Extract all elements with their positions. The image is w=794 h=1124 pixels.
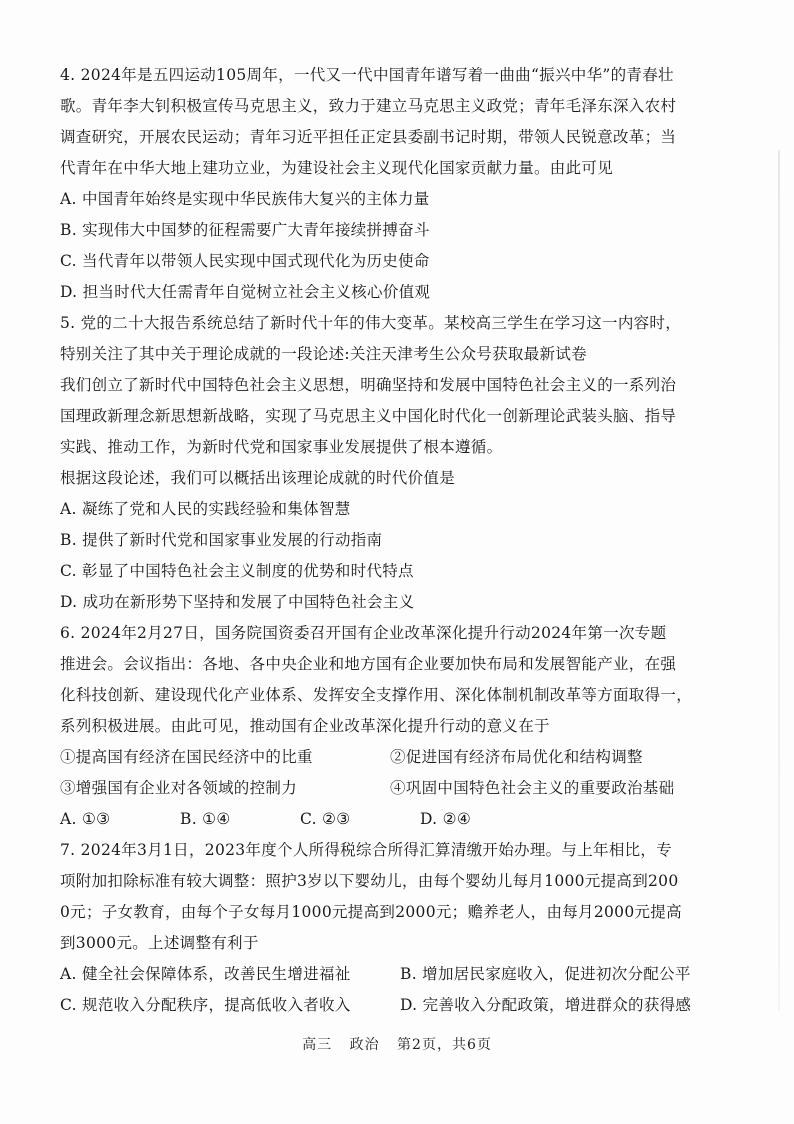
question-5-line: 5. 党的二十大报告系统总结了新时代十年的伟大变革。某校高三学生在学习这一内容时， bbox=[60, 314, 682, 332]
question-4-option-b: B. 实现伟大中国梦的征程需要广大青年接续拼搏奋斗 bbox=[60, 221, 430, 239]
question-7-option-row bbox=[60, 959, 720, 990]
question-7-option-a: A. 健全社会保障体系，改善民生增进福祉 bbox=[60, 965, 351, 983]
question-6 bbox=[60, 618, 720, 835]
question-7-line: 到3000元。上述调整有利于 bbox=[60, 934, 259, 952]
question-4-option-c: C. 当代青年以带领人民实现中国式现代化为历史使命 bbox=[60, 252, 430, 270]
question-5-line: 根据这段论述，我们可以概括出该理论成就的时代价值是 bbox=[60, 469, 456, 487]
question-6-options bbox=[60, 804, 720, 835]
question-5-option-c: C. 彰显了中国特色社会主义制度的优势和时代特点 bbox=[60, 562, 414, 580]
scan-edge-shadow bbox=[778, 150, 780, 1010]
question-6-line: 化科技创新、建设现代化产业体系、发挥安全支撑作用、深化体制机制改革等方面取得一， bbox=[60, 686, 693, 704]
footer-subject: 政治 bbox=[349, 1037, 380, 1053]
question-6-option-b: B. ①④ bbox=[180, 810, 231, 828]
footer-page-info: 第2页，共6页 bbox=[397, 1037, 492, 1053]
question-4-line: 调查研究，开展农民运动；青年习近平担任正定县委副书记时期，带领人民锐意改革；当 bbox=[60, 128, 677, 146]
question-4-line: 代青年在中华大地上建功立业，为建设社会主义现代化国家贡献力量。由此可见 bbox=[60, 159, 614, 177]
question-7-line: 7. 2024年3月1日，2023年度个人所得税综合所得汇算清缴开始办理。与上年相比，专 bbox=[60, 841, 673, 859]
question-4-line: 歌。青年李大钊积极宣传马克思主义，致力于建立马克思主义政党；青年毛泽东深入农村 bbox=[60, 97, 677, 115]
question-6-line: 6. 2024年2月27日，国务院国资委召开国有企业改革深化提升行动2024年第一次专题 bbox=[60, 624, 667, 642]
question-7 bbox=[60, 835, 720, 1021]
question-4-line: 4. 2024年是五四运动105周年，一代又一代中国青年谱写着一曲曲“振兴中华”的青春壮 bbox=[60, 66, 674, 84]
question-5-option-d: D. 成功在新形势下坚持和发展了中国特色社会主义 bbox=[60, 593, 415, 611]
question-5-quote-line: 我们创立了新时代中国特色社会主义思想，明确坚持和发展中国特色社会主义的一系列治 bbox=[60, 376, 677, 394]
question-7-option-b: B. 增加居民家庭收入，促进初次分配公平 bbox=[400, 965, 691, 983]
question-4-option-d: D. 担当时代大任需青年自觉树立社会主义核心价值观 bbox=[60, 283, 431, 301]
question-5-quote-line: 国理政新理念新思想新战略，实现了马克思主义中国化时代化一创新理论武装头脑、指导 bbox=[60, 407, 677, 425]
question-4-option-a: A. 中国青年始终是实现中华民族伟大复兴的主体力量 bbox=[60, 190, 430, 208]
question-6-statement-row bbox=[60, 773, 720, 804]
question-4 bbox=[60, 60, 720, 308]
question-6-statement-4: ④巩固中国特色社会主义的重要政治基础 bbox=[390, 779, 675, 797]
question-6-option-c: C. ②③ bbox=[300, 810, 351, 828]
page-footer bbox=[0, 1034, 794, 1054]
question-6-statement-2: ②促进国有经济布局优化和结构调整 bbox=[390, 748, 643, 766]
question-5-option-a: A. 凝练了党和人民的实践经验和集体智慧 bbox=[60, 500, 351, 518]
question-7-option-row bbox=[60, 990, 720, 1021]
question-5-option-b: B. 提供了新时代党和国家事业发展的行动指南 bbox=[60, 531, 383, 549]
question-5 bbox=[60, 308, 720, 618]
question-6-statement-1: ①提高国有经济在国民经济中的比重 bbox=[60, 748, 313, 766]
footer-grade: 高三 bbox=[302, 1037, 333, 1053]
question-7-line: 项附加扣除标准有较大调整：照护3岁以下婴幼儿，由每个婴幼儿每月1000元提高到200 bbox=[60, 872, 679, 890]
question-7-line: 0元；子女教育，由每个子女每月1000元提高到2000元；赡养老人，由每月2000元提高 bbox=[60, 903, 682, 921]
question-6-line: 推进会。会议指出：各地、各中央企业和地方国有企业要加快布局和发展智能产业，在强 bbox=[60, 655, 677, 673]
question-5-line: 特别关注了其中关于理论成就的一段论述:关注天津考生公众号获取最新试卷 bbox=[60, 345, 587, 363]
question-6-statement-3: ③增强国有企业对各领域的控制力 bbox=[60, 779, 298, 797]
question-7-option-d: D. 完善收入分配政策，增进群众的获得感 bbox=[400, 996, 692, 1014]
question-7-option-c: C. 规范收入分配秩序，提高低收入者收入 bbox=[60, 996, 351, 1014]
question-6-option-a: A. ①③ bbox=[60, 810, 111, 828]
question-6-option-d: D. ②④ bbox=[420, 810, 472, 828]
exam-content bbox=[60, 60, 720, 1021]
question-6-line: 系列积极进展。由此可见，推动国有企业改革深化提升行动的意义在于 bbox=[60, 717, 550, 735]
question-5-quote-line: 实践、推动工作，为新时代党和国家事业发展提供了根本遵循。 bbox=[60, 438, 503, 456]
question-6-statement-row bbox=[60, 742, 720, 773]
